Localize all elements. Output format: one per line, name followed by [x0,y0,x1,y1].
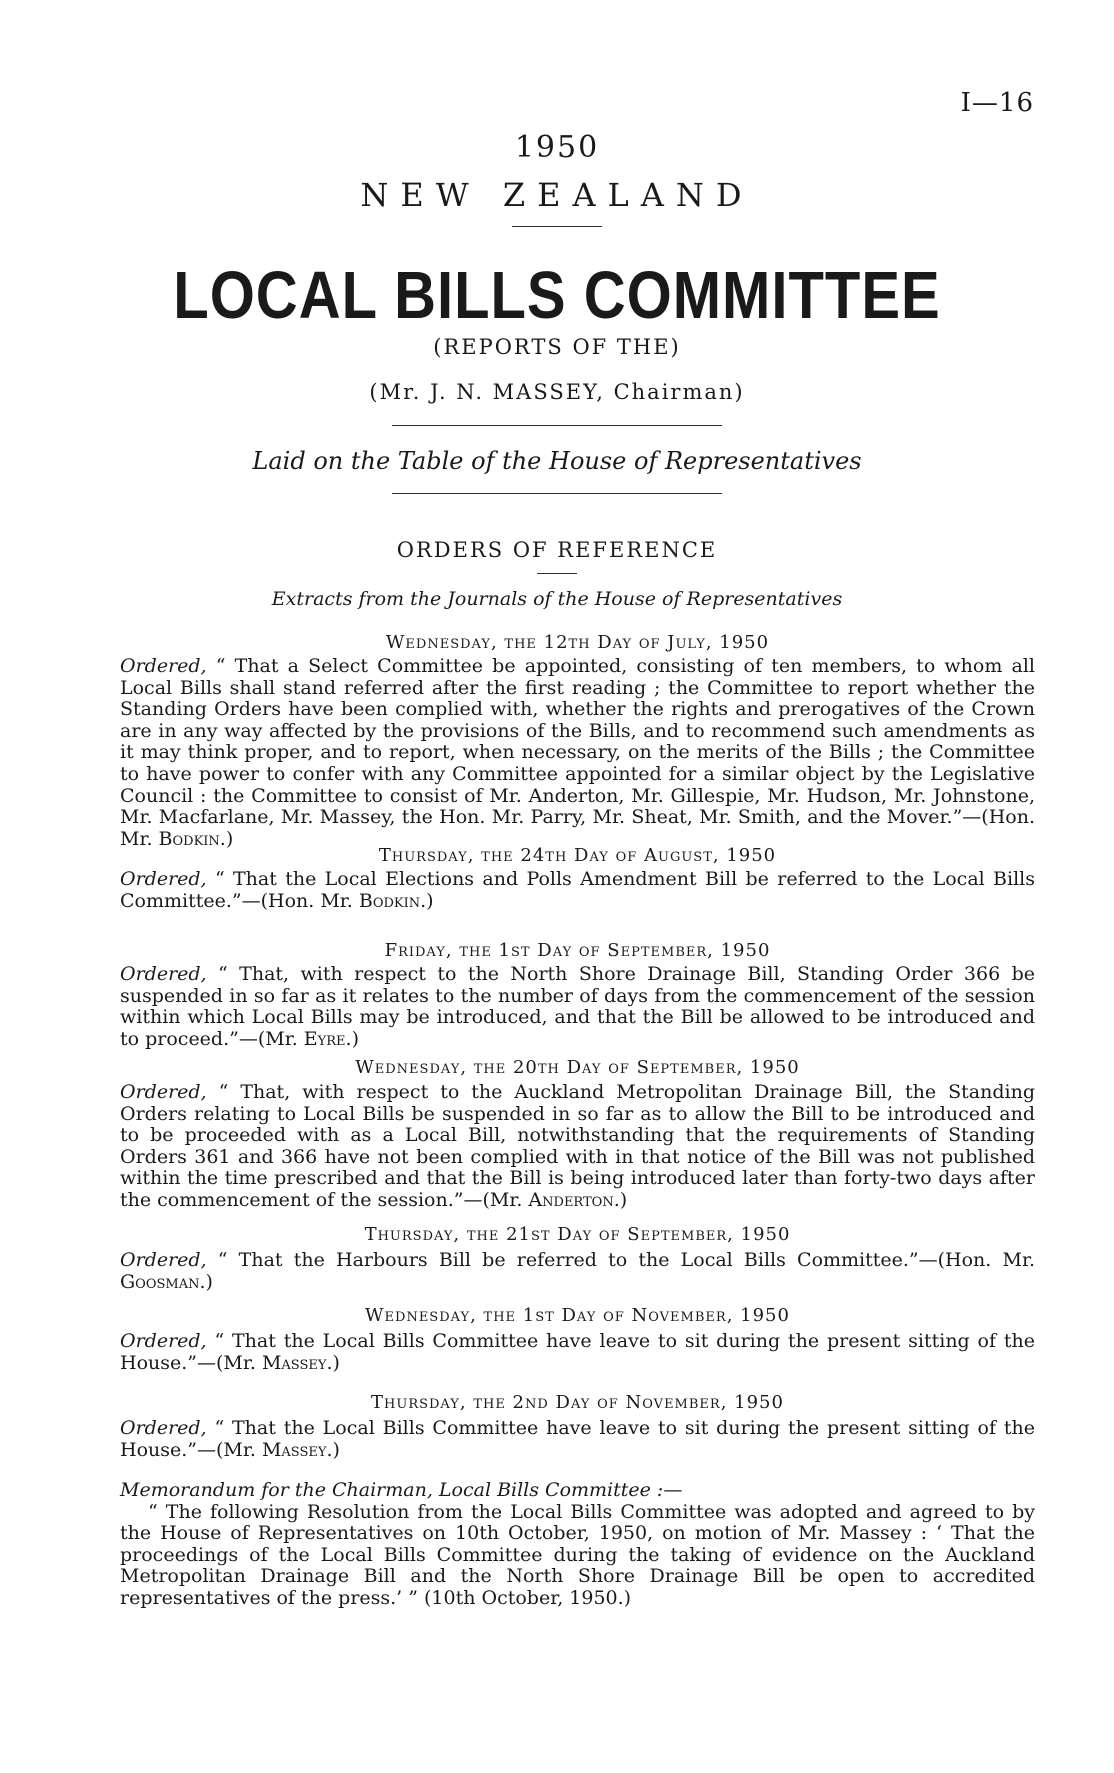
order-entry [120,869,1035,912]
mover-name: Massey [261,1438,327,1461]
entry-date: Wednesday, the 20th Day of September, 1950 [355,1057,800,1078]
order-text: “ That, with respect to the North Shore Drainage Bill, Standing Order 366 be suspended in so far as it relates to the number of days from the commencement of the session within which Local Bills may be introduced, and that the Bill be allowed to be introduced and to proceed.”—(Mr. [120,963,1036,1050]
entry-date: Wednesday, the 1st Day of November, 1950 [365,1305,790,1326]
order-paragraph [120,1418,1035,1461]
ordered-label: Ordered, [120,1330,207,1352]
entry-date: Thursday, the 21st Day of September, 1950 [364,1224,791,1245]
order-end: .) [326,1438,340,1461]
order-end: .) [613,1188,628,1211]
laid-on-table-line: Laid on the Table of the House of Representatives [252,447,862,475]
entry-date: Thursday, the 2nd Day of November, 1950 [371,1392,784,1413]
order-end: .) [219,827,234,850]
order-entry [120,656,1035,850]
mover-name: Massey [261,1351,327,1374]
entry-date: Wednesday, the 12th Day of July, 1950 [385,632,770,653]
order-text: “ That the Local Bills Committee have leave to sit during the present sitting of the House.”—(Mr. [120,1417,1035,1461]
memorandum [120,1480,1035,1610]
ordered-label: Ordered, [120,1249,207,1271]
mover-name: Eyre [303,1027,346,1050]
order-entry [120,1250,1035,1293]
order-entry [120,1331,1035,1374]
mover-name: Anderton [528,1188,614,1211]
memorandum-text: “ The following Resolution from the Local Bills Committee was adopted and agreed to by the House of Representatives on 10th October, 1950, on motion of Mr. Massey : ‘ That the proceedings of the Local Bills Committee during the taking of evidence on the Auckland Metropolitan Drainage Bill and the North Shore Drainage Bill be open to accredited representatives of the press.’ ” (10th October, 1950.) [120,1500,1035,1609]
ordered-label: Ordered, [120,868,207,890]
order-text: “ That the Local Elections and Polls Amendment Bill be referred to the Local Bills Committee.”—(Hon. Mr. [120,868,1035,912]
order-entry [120,964,1035,1050]
divider [392,493,722,494]
order-paragraph [120,869,1035,912]
entry-date: Friday, the 1st Day of September, 1950 [384,940,771,961]
order-paragraph [120,656,1035,850]
order-end: .) [420,889,434,912]
chairman-line: (Mr. J. N. MASSEY, Chairman) [369,380,745,404]
ordered-label: Ordered, [120,1417,207,1439]
order-paragraph [120,1250,1035,1293]
order-text: “ That the Harbours Bill be referred to the Local Bills Committee.”—(Hon. Mr. [217,1249,1035,1271]
ordered-label: Ordered, [120,963,207,985]
mover-name: Bodkin [358,889,421,912]
order-end: .) [199,1270,213,1293]
order-entry [120,1082,1035,1212]
order-end: .) [345,1027,359,1050]
divider [537,573,577,574]
order-text: “ That, with respect to the Auckland Metropolitan Drainage Bill, the Standing Orders relating to Local Bills be suspended in so far as to allow the Bill to be introduced and to be proceeded with as a Local Bill, notwithstanding that the requirements of Standing Orders 361 and 366 have not been complied with in that notice of the Bill was not published within the time prescribed and that the Bill is being introduced later than forty-two days after the commencement of the session.”—(Mr. [120,1081,1035,1211]
memorandum-heading: Memorandum for the Chairman, Local Bills Committee :— [120,1479,683,1501]
page-number: I—16 [960,88,1034,118]
extracts-heading: Extracts from the Journals of the House of Representatives [271,588,843,610]
mover-name: Goosman [120,1270,200,1293]
ordered-label: Ordered, [120,1081,207,1103]
document-subtitle: (REPORTS OF THE) [433,335,681,359]
mover-name: Bodkin [158,827,220,850]
divider [512,226,602,227]
order-text: “ That the Local Bills Committee have leave to sit during the present sitting of the House.”—(Mr. [120,1330,1035,1374]
order-paragraph [120,1082,1035,1212]
order-text: “ That a Select Committee be appointed, consisting of ten members, to whom all Local Bills shall stand referred after the first reading ; the Committee to report whether the Standing Orders have been complied with, whether the rights and prerogatives of the Crown are in any way affected by the provisions of the Bills, and to recommend such amendments as it may think proper, and to report, when necessary, on the merits of the Bills ; the Committee to have power to confer with any Committee appointed for a similar object by the Legislative Council : the Committee to consist of Mr. Anderton, Mr. Gillespie, Mr. Hudson, Mr. Johnstone, Mr. Macfarlane, Mr. Massey, the Hon. Mr. Parry, Mr. Sheat, Mr. Smith, and the Mover.”—(Hon. Mr. [120,655,1036,850]
country-heading: NEW ZEALAND [360,176,754,214]
order-paragraph [120,1331,1035,1374]
document-title: LOCAL BILLS COMMITTEE [173,258,941,333]
year: 1950 [514,130,600,165]
entry-date: Thursday, the 24th Day of August, 1950 [378,845,777,866]
orders-of-reference-heading: ORDERS OF REFERENCE [396,538,718,562]
order-paragraph [120,964,1035,1050]
order-end: .) [326,1351,340,1374]
ordered-label: Ordered, [120,655,207,677]
order-entry [120,1418,1035,1461]
divider [392,425,722,426]
